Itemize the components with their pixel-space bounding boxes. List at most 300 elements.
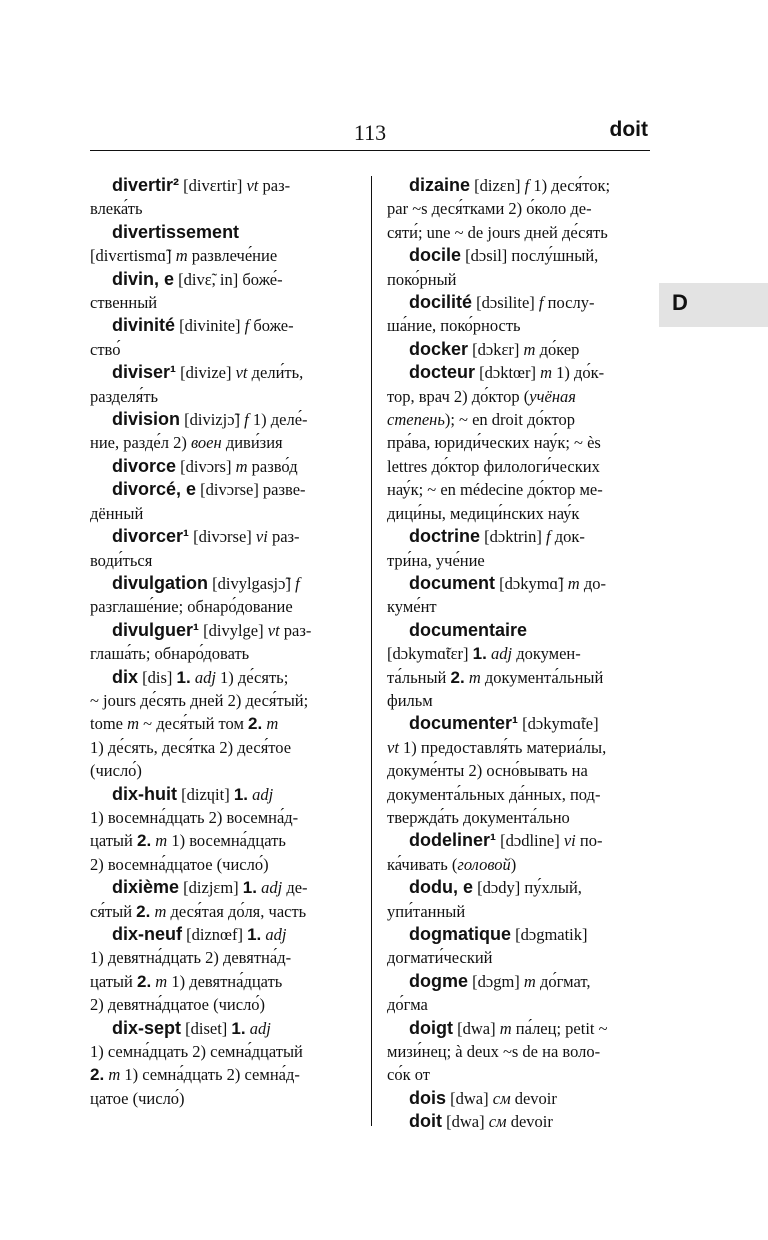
entry-line bbox=[90, 689, 357, 712]
dictionary-entry bbox=[387, 1110, 650, 1133]
entry-text: [diznœf] bbox=[182, 925, 248, 944]
entry-line bbox=[387, 783, 650, 806]
dictionary-entry bbox=[387, 174, 650, 244]
entry-line bbox=[387, 244, 650, 267]
grammar-label: m bbox=[108, 1065, 121, 1085]
headword: docker bbox=[409, 338, 469, 359]
entry-text: 1) до́к- bbox=[552, 363, 605, 383]
grammar-label: vt bbox=[267, 620, 280, 640]
entry-text: [dwa] bbox=[442, 1112, 489, 1132]
entry-text: [divɔrse] bbox=[189, 527, 256, 547]
grammar-label: m bbox=[154, 901, 167, 921]
entry-line bbox=[90, 431, 357, 454]
headword: division bbox=[112, 409, 181, 430]
sense-number: 2. bbox=[248, 714, 263, 734]
entry-text: 1) девятна́дцать bbox=[167, 971, 283, 991]
entry-text: [divylgasjɔ̃] bbox=[208, 573, 296, 593]
dictionary-entry bbox=[90, 221, 357, 268]
dictionary-entry bbox=[387, 970, 650, 1017]
entry-line bbox=[387, 1110, 650, 1133]
entry-line bbox=[90, 900, 357, 923]
entry-line bbox=[90, 783, 357, 806]
headword: documentaire bbox=[409, 619, 528, 640]
headword: dixième bbox=[112, 877, 180, 898]
dictionary-entry bbox=[387, 829, 650, 876]
entry-text: [divylge] bbox=[199, 620, 268, 640]
grammar-label: m bbox=[468, 667, 481, 687]
entry-text: деся́тая до́ля, часть bbox=[166, 901, 307, 921]
entry-line bbox=[387, 431, 650, 454]
entry-line bbox=[387, 1063, 650, 1086]
entry-line bbox=[90, 455, 357, 478]
grammar-label: adj bbox=[265, 925, 287, 944]
entry-text: документа́льный bbox=[480, 667, 604, 687]
headword: diviser¹ bbox=[112, 362, 177, 383]
sense-number: 2. bbox=[136, 971, 152, 991]
entry-line bbox=[387, 385, 650, 408]
entry-text: 1) семна́дцать 2) семна́д- bbox=[120, 1065, 300, 1085]
entry-text: (число́) bbox=[90, 761, 142, 781]
headword: divin, e bbox=[112, 268, 175, 289]
grammar-label: m bbox=[175, 246, 188, 266]
entry-text: [dɔkymɑ̃tɛr] bbox=[387, 644, 473, 664]
entry-line bbox=[90, 244, 357, 267]
entry-line bbox=[90, 338, 357, 361]
grammar-label: f bbox=[546, 527, 551, 547]
headword: divertissement bbox=[112, 221, 240, 242]
entry-text: [dɔkymɑ̃te] bbox=[518, 714, 599, 734]
dictionary-entry bbox=[387, 572, 650, 619]
entry-line bbox=[387, 338, 650, 361]
dictionary-entry bbox=[90, 525, 357, 572]
entry-line bbox=[387, 455, 650, 478]
grammar-label: adj bbox=[252, 784, 274, 804]
dictionary-entry bbox=[90, 619, 357, 666]
entry-text: упи́танный bbox=[387, 901, 466, 921]
entry-text: 1) восемна́дцать 2) восемна́д- bbox=[90, 807, 299, 827]
entry-line bbox=[387, 572, 650, 595]
sense-number: 2. bbox=[450, 667, 465, 687]
entry-line bbox=[90, 314, 357, 337]
entry-text: 1) де́сять; bbox=[215, 667, 289, 687]
headword: dogme bbox=[409, 970, 469, 991]
entry-text: [dɔktœr] bbox=[475, 363, 541, 383]
entry-text: 1) предоставля́ть материа́лы, bbox=[398, 737, 607, 757]
entry-text: [dɔgm] bbox=[468, 971, 524, 991]
entry-line bbox=[387, 549, 650, 572]
entry-line bbox=[90, 1017, 357, 1040]
headword: docteur bbox=[409, 362, 476, 383]
entry-text: ~ jours де́сять дней 2) деся́тый; bbox=[90, 690, 309, 710]
entry-text: [dɔgmatik] bbox=[511, 925, 588, 944]
dictionary-entry bbox=[90, 783, 357, 877]
entry-line bbox=[387, 268, 650, 291]
dictionary-entry bbox=[387, 712, 650, 829]
headword: divorcer¹ bbox=[112, 526, 190, 547]
entry-text: tome bbox=[90, 714, 128, 734]
entry-text: ство́ bbox=[90, 339, 121, 359]
dictionary-entry bbox=[387, 876, 650, 923]
grammar-label: vt bbox=[246, 176, 259, 195]
grammar-label: f bbox=[538, 293, 544, 313]
entry-line bbox=[387, 197, 650, 220]
entry-line bbox=[90, 478, 357, 501]
grammar-label: f bbox=[295, 573, 300, 593]
entry-line bbox=[387, 876, 650, 899]
entry-line bbox=[90, 572, 357, 595]
headword: divertir² bbox=[112, 175, 180, 195]
entry-line bbox=[387, 291, 650, 314]
entry-line bbox=[387, 478, 650, 501]
headword: divorce bbox=[112, 455, 177, 476]
grammar-label: vi bbox=[255, 527, 268, 547]
entry-text: диви́зия bbox=[221, 433, 283, 453]
grammar-label: m bbox=[127, 714, 140, 734]
entry-line bbox=[90, 876, 357, 899]
entry-text: devoir bbox=[510, 1088, 557, 1108]
entry-line bbox=[90, 829, 357, 852]
sense-number: 1. bbox=[176, 667, 191, 687]
grammar-label: m bbox=[266, 714, 279, 734]
dictionary-entry bbox=[90, 876, 357, 923]
grammar-label: m bbox=[540, 363, 552, 383]
entry-text: влека́ть bbox=[90, 199, 143, 219]
grammar-label: f bbox=[244, 316, 250, 336]
entry-text: дённый bbox=[90, 503, 144, 523]
entry-text: до- bbox=[579, 573, 606, 593]
entry-line bbox=[387, 1087, 650, 1110]
grammar-label: головой bbox=[457, 854, 511, 874]
dictionary-entry bbox=[90, 666, 357, 783]
entry-text: 2) восемна́дцатое (число́) bbox=[90, 854, 269, 874]
entry-text: [dɔdline] bbox=[496, 831, 564, 851]
headword: doigt bbox=[409, 1017, 453, 1038]
entry-text: ка́чивать ( bbox=[387, 854, 458, 874]
entry-text: разво́д bbox=[247, 456, 298, 476]
entry-text: [dizɥit] bbox=[177, 784, 234, 804]
headword: dodeliner¹ bbox=[409, 830, 497, 851]
header-rule bbox=[90, 150, 650, 151]
entry-text: до́гма bbox=[387, 995, 428, 1015]
entry-text: par ~s деся́тками 2) о́коло де- bbox=[387, 199, 592, 219]
entry-text: сяти́; une ~ de jours дней де́сять bbox=[387, 222, 608, 242]
entry-text: ша́ние, поко́рность bbox=[387, 316, 521, 336]
entry-line bbox=[90, 970, 357, 993]
entry-text: поко́рный bbox=[387, 269, 457, 289]
headword: document bbox=[409, 572, 496, 593]
headword: doctrine bbox=[409, 526, 481, 547]
grammar-label: учёная bbox=[529, 386, 576, 406]
dictionary-entry bbox=[90, 478, 357, 525]
dictionary-entry bbox=[90, 268, 357, 315]
entry-line bbox=[90, 174, 357, 197]
entry-text: развлече́ние bbox=[187, 246, 278, 266]
entry-text: раз- bbox=[279, 620, 312, 640]
entry-line bbox=[387, 946, 650, 969]
entry-text: [divɔrse] разве- bbox=[196, 480, 306, 500]
entry-line bbox=[90, 993, 357, 1016]
entry-text: ); ~ en droit до́ктор bbox=[444, 410, 576, 430]
right-column bbox=[387, 174, 650, 1134]
entry-text: [dis] bbox=[138, 667, 177, 687]
entry-line bbox=[387, 502, 650, 525]
thumb-tab-letter: D bbox=[672, 290, 688, 315]
sense-number: 2. bbox=[136, 901, 151, 921]
entry-line bbox=[387, 829, 650, 852]
entry-line bbox=[90, 197, 357, 220]
entry-text: [divɛrtismɑ̃] bbox=[90, 246, 176, 266]
entry-text: ~ деся́тый том bbox=[139, 714, 249, 734]
entry-text: нау́к; ~ en médecine до́ктор ме- bbox=[387, 480, 603, 500]
headword: divulguer¹ bbox=[112, 619, 200, 640]
entry-text: дели́ть, bbox=[247, 363, 304, 383]
entry-line bbox=[90, 923, 357, 946]
entry-text: тор, врач 2) до́ктор ( bbox=[387, 386, 530, 406]
dictionary-entry bbox=[90, 455, 357, 478]
entry-line bbox=[90, 408, 357, 431]
entry-text: devoir bbox=[506, 1112, 553, 1132]
entry-text: [dɔsilite] bbox=[472, 293, 539, 313]
headword: dodu, e bbox=[409, 877, 473, 898]
headword: divulgation bbox=[112, 572, 208, 593]
entry-line bbox=[387, 970, 650, 993]
grammar-label: m bbox=[523, 971, 536, 991]
entry-text: разглаше́ние; обнаро́дование bbox=[90, 597, 293, 617]
dictionary-entry bbox=[90, 174, 357, 221]
entry-line bbox=[90, 1063, 357, 1086]
entry-text: раз- bbox=[258, 176, 291, 195]
entry-text: глаша́ть; обнаро́довать bbox=[90, 644, 250, 664]
entry-line bbox=[387, 712, 650, 735]
sense-number: 1. bbox=[472, 644, 487, 664]
entry-line bbox=[90, 736, 357, 759]
dictionary-entry bbox=[387, 361, 650, 525]
entry-line bbox=[90, 642, 357, 665]
entry-line bbox=[387, 736, 650, 759]
entry-text: де- bbox=[282, 878, 308, 898]
entry-line bbox=[90, 619, 357, 642]
entry-line bbox=[387, 1017, 650, 1040]
entry-text: lettres до́ктор филологи́ческих bbox=[387, 456, 600, 476]
entry-line bbox=[387, 993, 650, 1016]
headword: docilité bbox=[409, 292, 473, 313]
entry-text: три́на, уче́ние bbox=[387, 550, 485, 570]
headword: dogmatique bbox=[409, 924, 511, 944]
entry-text: та́льный bbox=[387, 667, 451, 687]
entry-line bbox=[90, 268, 357, 291]
entry-line bbox=[387, 408, 650, 431]
entry-text: [diset] bbox=[181, 1018, 232, 1038]
grammar-label: см bbox=[492, 1088, 511, 1108]
entry-text: цатый bbox=[90, 971, 137, 991]
entry-text: [divɔrs] bbox=[176, 456, 236, 476]
headword: dizaine bbox=[409, 175, 471, 195]
headword: dix-neuf bbox=[112, 924, 182, 944]
left-column bbox=[90, 174, 357, 1110]
entry-text: твержда́ть документа́льно bbox=[387, 807, 570, 827]
entry-text: послу- bbox=[543, 293, 595, 313]
entry-text: куме́нт bbox=[387, 597, 437, 617]
entry-line bbox=[387, 314, 650, 337]
entry-line bbox=[90, 595, 357, 618]
entry-text: раз- bbox=[267, 527, 300, 547]
entry-text: 1) восемна́дцать bbox=[167, 831, 286, 851]
entry-line bbox=[387, 361, 650, 384]
headword: dix-huit bbox=[112, 783, 177, 804]
entry-text: [dizjɛm] bbox=[179, 878, 243, 898]
entry-line bbox=[387, 1040, 650, 1063]
dictionary-entry bbox=[90, 314, 357, 361]
grammar-label: adj bbox=[194, 667, 216, 687]
entry-text: 1) семна́дцать 2) семна́дцатый bbox=[90, 1042, 303, 1062]
grammar-label: f bbox=[244, 410, 249, 430]
column-divider bbox=[371, 176, 372, 1126]
grammar-label: vi bbox=[563, 831, 576, 851]
dictionary-entry bbox=[387, 619, 650, 713]
entry-text: боже- bbox=[249, 316, 294, 336]
grammar-label: adj bbox=[249, 1018, 271, 1038]
dictionary-entry bbox=[387, 1017, 650, 1087]
dictionary-entry bbox=[387, 291, 650, 338]
grammar-label: m bbox=[155, 971, 168, 991]
entry-line bbox=[90, 525, 357, 548]
entry-text: [dɔdy] пу́хлый, bbox=[473, 878, 582, 898]
entry-text: [divinite] bbox=[175, 316, 245, 336]
grammar-label: vt bbox=[235, 363, 248, 383]
entry-text: [dwa] bbox=[452, 1018, 500, 1038]
entry-text: води́ться bbox=[90, 550, 153, 570]
entry-text: дици́ны, медици́нских нау́к bbox=[387, 503, 580, 523]
entry-text: па́лец; petit ~ bbox=[511, 1018, 608, 1038]
entry-text: ся́тый bbox=[90, 901, 137, 921]
entry-line bbox=[90, 806, 357, 829]
entry-text: док- bbox=[550, 527, 585, 547]
grammar-label: f bbox=[524, 176, 530, 195]
thumb-tab bbox=[659, 283, 768, 327]
entry-text: документа́льных да́нных, под- bbox=[387, 784, 601, 804]
entry-line bbox=[387, 806, 650, 829]
entry-text: до́гмат, bbox=[535, 971, 591, 991]
dictionary-entry bbox=[90, 361, 357, 408]
dictionary-entry bbox=[387, 923, 650, 970]
page-number: 113 bbox=[353, 120, 387, 145]
entry-text: ) bbox=[510, 854, 517, 874]
entry-text: цатый bbox=[90, 831, 137, 851]
entry-text: [divizjɔ̃] bbox=[180, 410, 245, 430]
sense-number: 2. bbox=[136, 831, 152, 851]
dictionary-entry bbox=[90, 1017, 357, 1111]
sense-number: 1. bbox=[242, 878, 257, 898]
entry-text: [dizɛn] bbox=[470, 176, 525, 195]
entry-line bbox=[387, 595, 650, 618]
grammar-label: m bbox=[499, 1018, 512, 1038]
entry-text: [divɛ̃, in] боже́- bbox=[174, 269, 283, 289]
entry-text: [dɔkymɑ̃] bbox=[495, 573, 568, 593]
entry-line bbox=[387, 666, 650, 689]
entry-text: пра́ва, юриди́ческих нау́к; ~ ès bbox=[387, 433, 601, 453]
entry-text: [dwa] bbox=[446, 1088, 493, 1108]
entry-line bbox=[387, 853, 650, 876]
entry-text: фильм bbox=[387, 690, 433, 710]
sense-number: 2. bbox=[90, 1065, 105, 1085]
dictionary-entry bbox=[387, 338, 650, 361]
entry-line bbox=[90, 666, 357, 689]
entry-line bbox=[90, 712, 357, 735]
dictionary-entry bbox=[90, 923, 357, 1017]
entry-line bbox=[90, 1087, 357, 1110]
dictionary-entry bbox=[387, 1087, 650, 1110]
entry-text: докумен- bbox=[512, 644, 581, 664]
running-head: doit bbox=[609, 118, 648, 141]
entry-line bbox=[90, 549, 357, 572]
sense-number: 1. bbox=[231, 1018, 246, 1038]
entry-text: 1) де́сять, деся́тка 2) деся́тое bbox=[90, 737, 292, 757]
grammar-label: adj bbox=[490, 644, 513, 664]
grammar-label: adj bbox=[261, 878, 283, 898]
entry-line bbox=[387, 174, 650, 197]
entry-text: 1) девятна́дцать 2) девятна́д- bbox=[90, 948, 292, 968]
grammar-label: см bbox=[488, 1112, 507, 1132]
entry-line bbox=[90, 759, 357, 782]
entry-line bbox=[387, 689, 650, 712]
entry-line bbox=[90, 853, 357, 876]
grammar-label: m bbox=[523, 339, 536, 359]
grammar-label: m bbox=[155, 831, 168, 851]
entry-text: ние, разде́л 2) bbox=[90, 433, 191, 453]
entry-line bbox=[387, 619, 650, 642]
headword: dix bbox=[112, 666, 139, 687]
grammar-label: m bbox=[235, 456, 248, 476]
headword: docile bbox=[409, 245, 462, 266]
entry-line bbox=[387, 923, 650, 946]
entry-line bbox=[90, 385, 357, 408]
grammar-label: воен bbox=[190, 433, 222, 453]
entry-text: 2) девятна́дцатое (число́) bbox=[90, 995, 266, 1015]
sense-number: 1. bbox=[233, 784, 249, 804]
entry-text: [dɔktrin] bbox=[480, 527, 546, 547]
sense-number: 1. bbox=[247, 925, 262, 944]
entry-text: разделя́ть bbox=[90, 386, 159, 406]
entry-line bbox=[90, 502, 357, 525]
headword: doit bbox=[409, 1111, 442, 1132]
entry-text: докуме́нты 2) осно́вывать на bbox=[387, 761, 588, 781]
entry-text: 1) деле́- bbox=[248, 410, 308, 430]
dictionary-entry bbox=[90, 408, 357, 455]
entry-line bbox=[90, 221, 357, 244]
entry-text: цатое (число́) bbox=[90, 1088, 185, 1108]
dictionary-entry bbox=[387, 525, 650, 572]
entry-line bbox=[387, 642, 650, 665]
headword: dix-sept bbox=[112, 1017, 182, 1038]
grammar-label: m bbox=[567, 573, 580, 593]
grammar-label: vt bbox=[387, 737, 399, 757]
entry-text: 1) деся́ток; bbox=[529, 176, 611, 195]
entry-text: догмати́ческий bbox=[387, 948, 493, 968]
entry-text: ственный bbox=[90, 293, 158, 313]
entry-line bbox=[90, 291, 357, 314]
grammar-label: степень bbox=[387, 410, 445, 430]
headword: divinité bbox=[112, 315, 176, 336]
entry-text: по- bbox=[575, 831, 603, 851]
entry-line bbox=[387, 525, 650, 548]
entry-line bbox=[90, 1040, 357, 1063]
entry-line bbox=[387, 759, 650, 782]
headword: documenter¹ bbox=[409, 713, 519, 734]
entry-text: [dɔkɛr] bbox=[468, 339, 524, 359]
entry-line bbox=[387, 221, 650, 244]
entry-text: [divize] bbox=[176, 363, 236, 383]
headword: divorcé, e bbox=[112, 479, 197, 500]
